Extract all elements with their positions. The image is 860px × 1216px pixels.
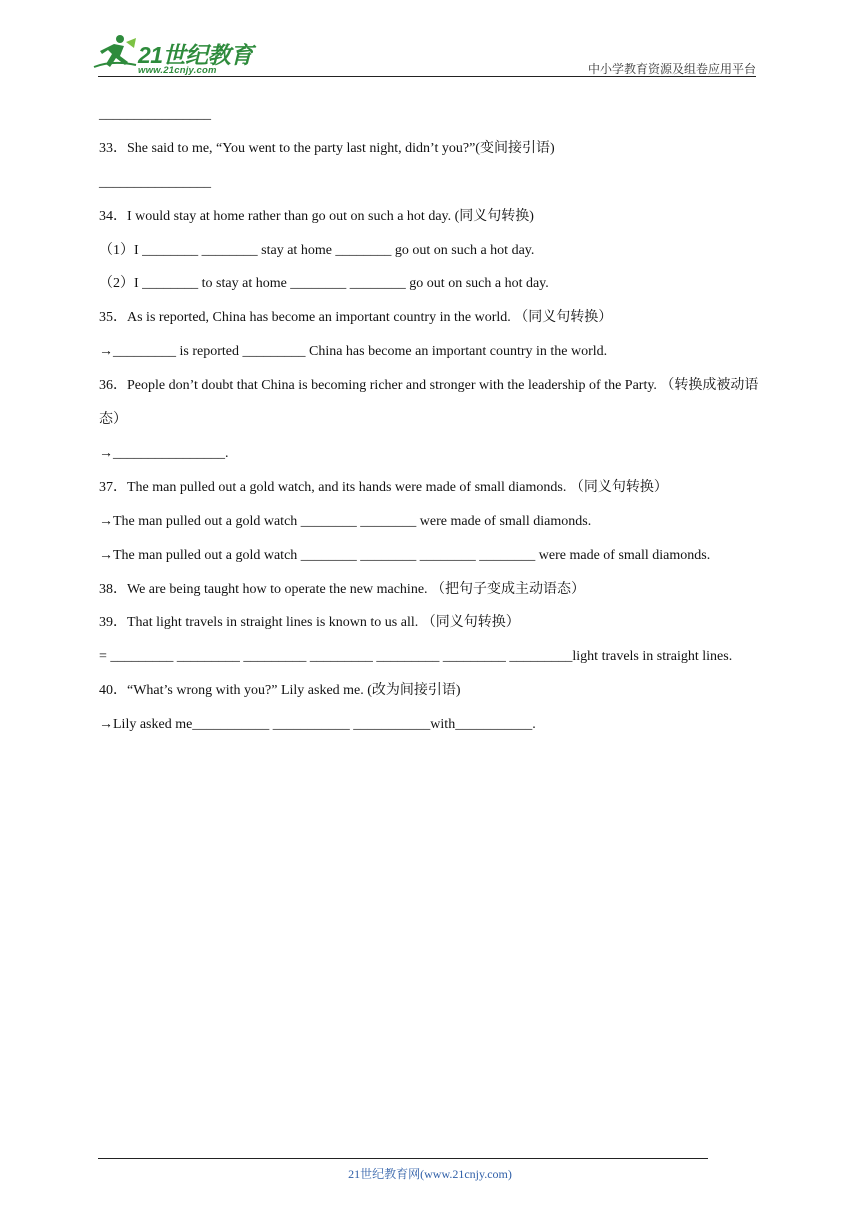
footer-divider: [98, 1158, 708, 1159]
question-34: 34．I would stay at home rather than go out on such a hot day. (同义句转换): [99, 208, 534, 224]
question-33: 33．She said to me, “You went to the party last night, didn’t you?”(变间接引语): [99, 140, 555, 156]
logo-text: 21世纪教育: [138, 42, 253, 68]
answer-line: ________________: [99, 107, 211, 122]
header-divider: [98, 76, 756, 77]
question-37-answer-1: →The man pulled out a gold watch ________ ________ were made of small diamonds.: [99, 513, 592, 529]
question-40: 40．“What’s wrong with you?” Lily asked me. (改为间接引语): [99, 683, 461, 699]
question-34-part-1: （1）I ________ ________ stay at home ________ go out on such a hot day.: [99, 242, 535, 258]
answer-line: ________________: [99, 174, 211, 190]
question-36: 36．People don’t doubt that China is becoming richer and stronger with the leadership of the Party. （转换成被动语态）: [99, 378, 759, 428]
question-40-answer: →Lily asked me___________ ___________ ___________with___________.: [99, 717, 536, 733]
question-35: 35．As is reported, China has become an important country in the world. （同义句转换）: [99, 310, 613, 326]
question-36-answer: →________________.: [99, 445, 229, 461]
footer-text: 21世纪教育网(www.21cnjy.com): [348, 1167, 512, 1181]
logo-url: www.21cnjy.com: [138, 65, 217, 76]
page-header: [0, 0, 860, 80]
platform-title: 中小学教育资源及组卷应用平台: [587, 62, 756, 76]
question-35-answer: →_________ is reported _________ China has become an important country in the world.: [99, 344, 608, 360]
question-39-answer: = _________ _________ _________ _________ _________ _________ _________light travels in straight lines.: [99, 649, 733, 665]
runner-icon: [92, 34, 138, 74]
site-logo: [92, 34, 262, 78]
question-34-part-2: （2）I ________ to stay at home ________ ________ go out on such a hot day.: [99, 276, 549, 292]
question-38: 38．We are being taught how to operate the new machine. （把句子变成主动语态）: [99, 581, 586, 597]
exercise-content: [99, 105, 759, 749]
question-39: 39．That light travels in straight lines is known to us all. （同义句转换）: [99, 615, 520, 631]
question-37-answer-2: →The man pulled out a gold watch ________ ________ ________ ________ were made of small diamonds.: [99, 547, 711, 563]
question-37: 37．The man pulled out a gold watch, and its hands were made of small diamonds. （同义句转换）: [99, 479, 668, 495]
